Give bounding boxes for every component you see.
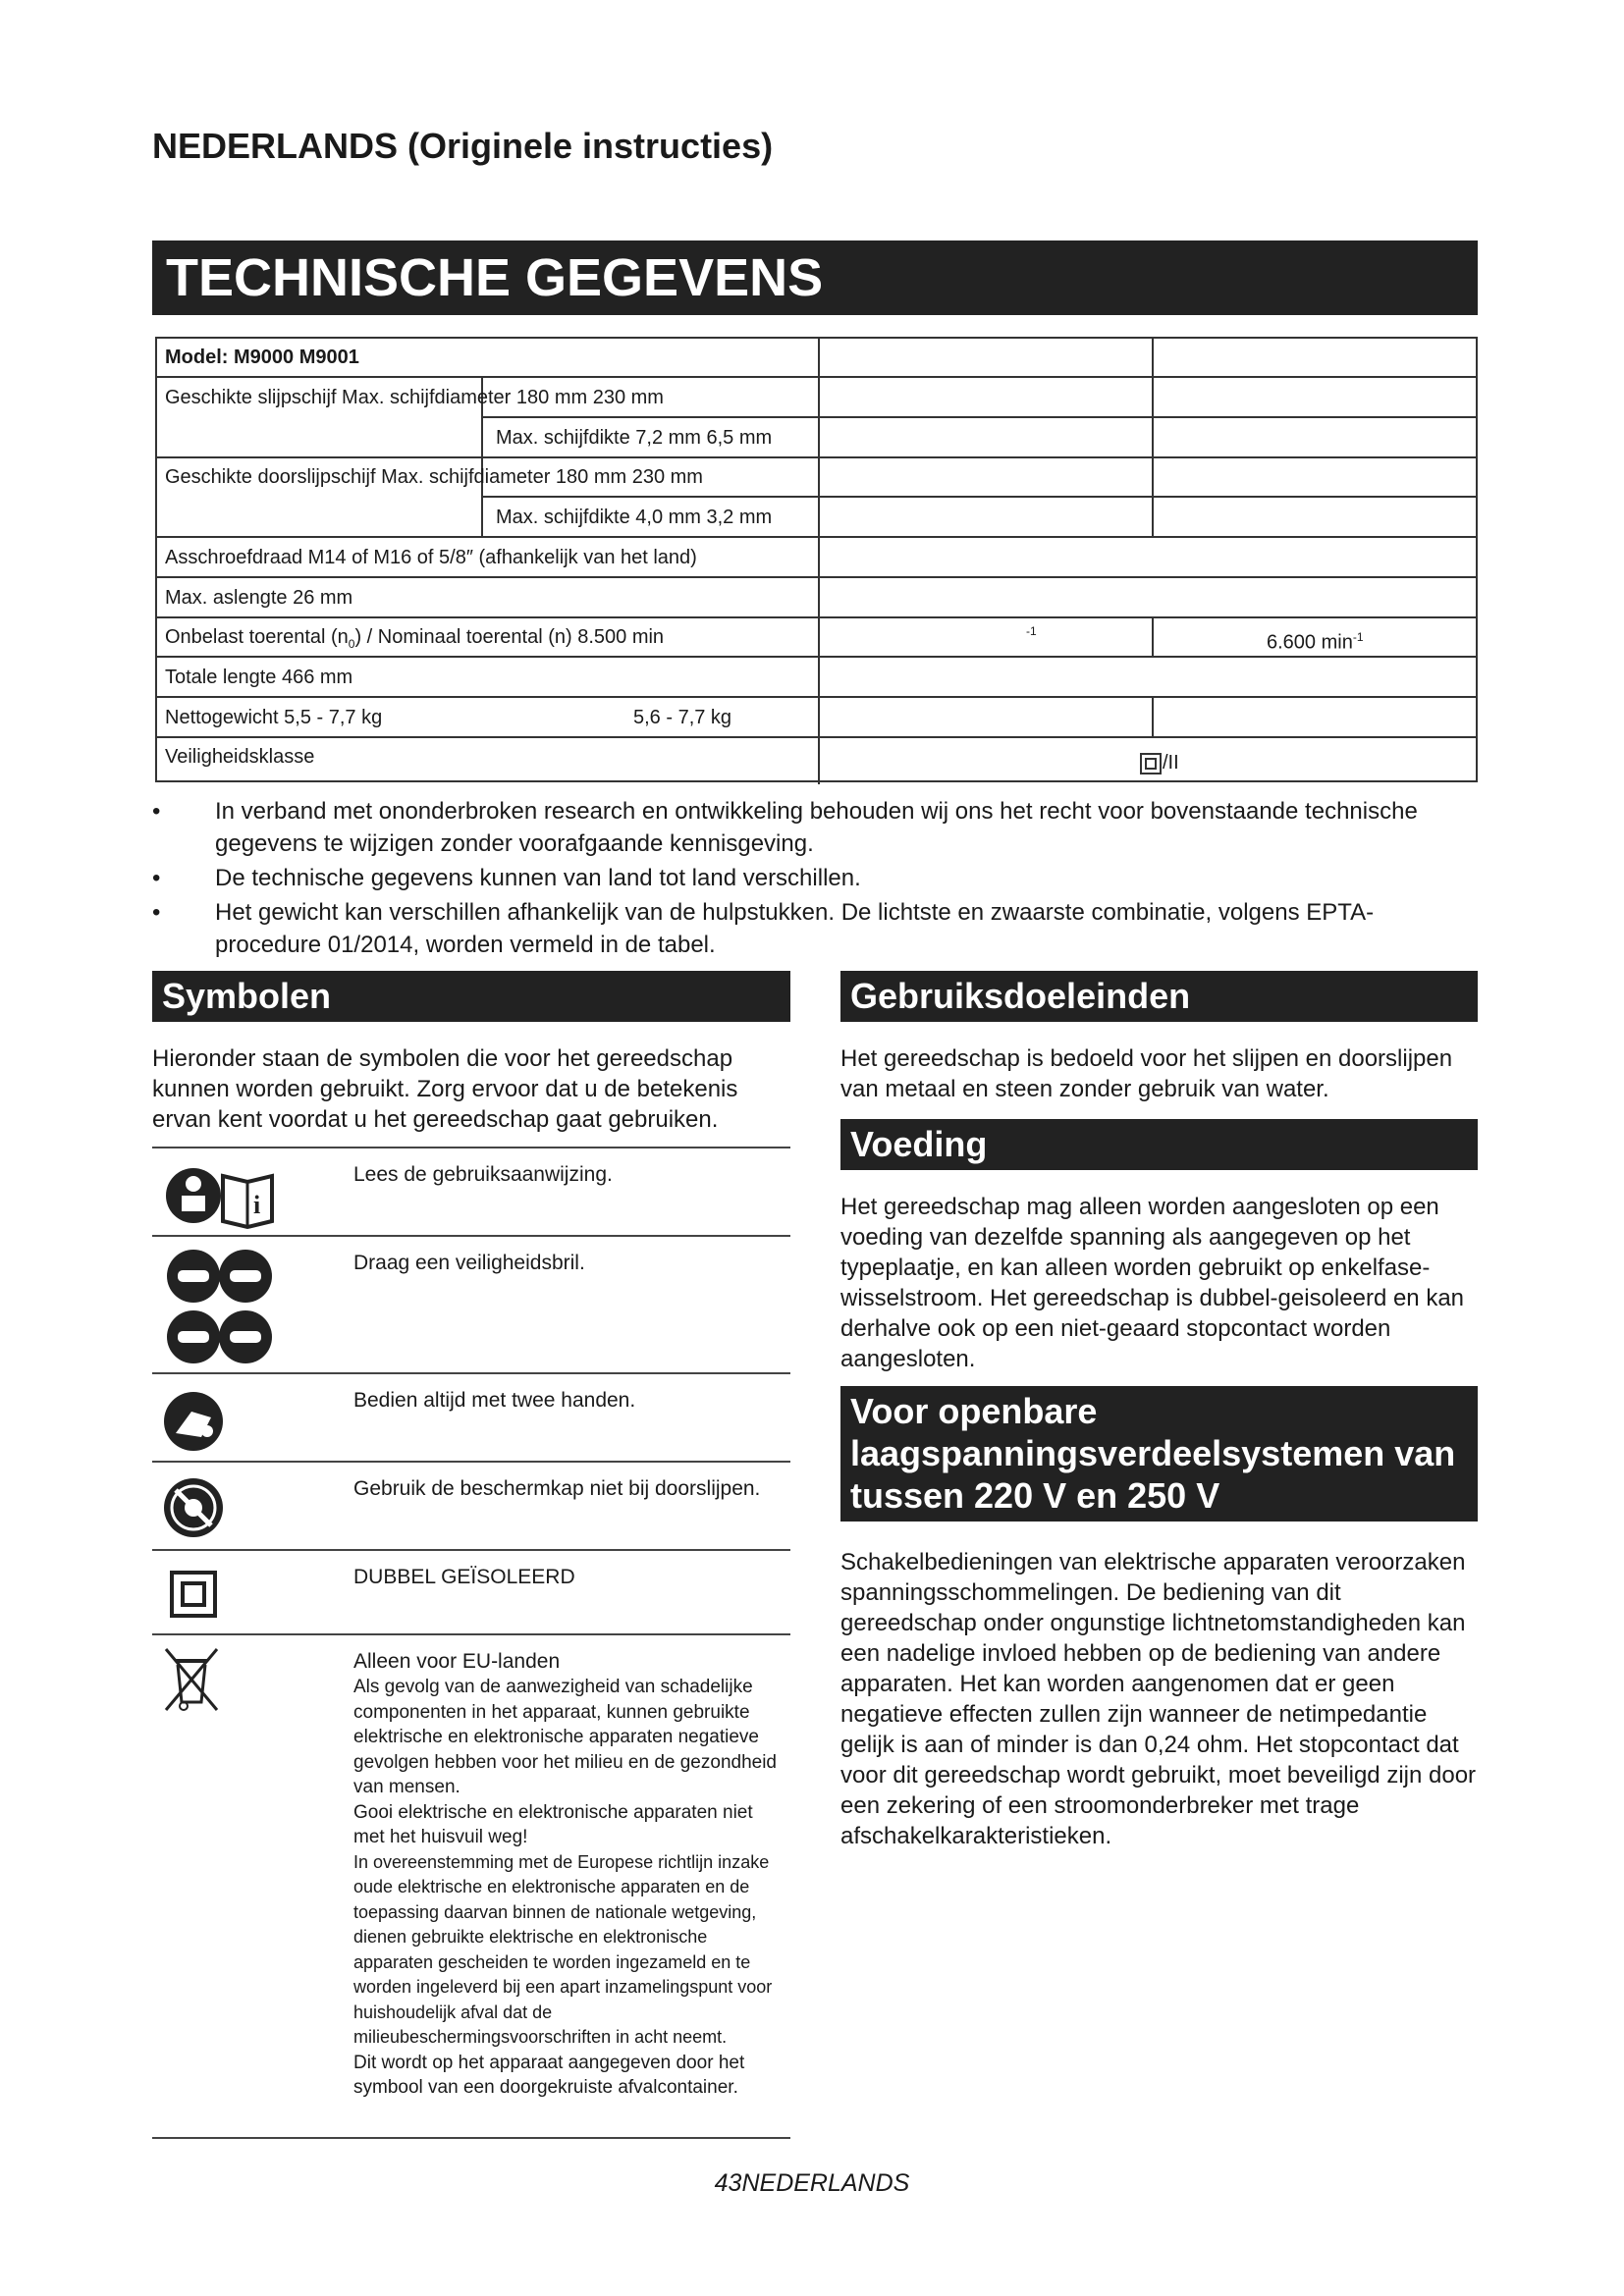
- weee-text: [353, 1649, 785, 2101]
- spec-spindle-length: Max. aslengte 26 mm: [165, 587, 353, 609]
- weee-title: Alleen voor EU-landen: [353, 1650, 561, 1673]
- page-language-header: NEDERLANDS (Originele instructies): [152, 126, 774, 166]
- double-insulation-icon: [1139, 752, 1163, 775]
- symbol-row: [152, 1147, 790, 1235]
- symbol-text: Gebruik de beschermkap niet bij doorslijpen.: [353, 1477, 761, 1500]
- spec-table: [155, 337, 1478, 782]
- spec-rated-speed: 6.600 $\min^{-1}$: [1267, 630, 1364, 654]
- symbol-row: [152, 1633, 790, 2139]
- symbol-row: [152, 1235, 790, 1372]
- svg-text:i: i: [253, 1191, 261, 1219]
- page-footer: 43NEDERLANDS: [714, 2169, 910, 2197]
- double-insulated-icon: [152, 1551, 349, 1633]
- spec-note: • Het gewicht kan verschillen afhankelijk van de hulpstukken. De lichtste en zwaarste combinatie, volgens EPTA-procedure 01/2014, worden vermeld in de tabel.: [152, 899, 1375, 958]
- spec-net-weight: Nettogewicht 5,5 - 7,7 kg: [165, 707, 383, 728]
- spec-safety-class: /II: [1139, 751, 1179, 775]
- spec-no-load-speed: Onbelast toerental $(n_0)$ / Nominaal toerental (n) 8.500 min: [165, 626, 665, 651]
- symbols-heading: Symbolen: [152, 971, 790, 1022]
- spec-spindle-thread: Asschroefdraad M14 of M16 of 5/8″ (afhankelijk van het land): [165, 547, 697, 568]
- spec-notes: [152, 795, 1478, 963]
- symbols-table: [152, 1147, 790, 2139]
- read-manual-icon: [152, 1148, 349, 1235]
- symbol-text: Lees de gebruiksaanwijzing.: [353, 1163, 613, 1186]
- no-guard-cutting-icon: [152, 1463, 349, 1549]
- crossed-bin-icon: [152, 1635, 349, 2137]
- symbol-text: Draag een veiligheidsbril.: [353, 1252, 585, 1274]
- symbol-row: [152, 1372, 790, 1461]
- symbols-intro: Hieronder staan de symbolen die voor het gereedschap kunnen worden gebruikt. Zorg ervoor dat u de betekenis ervan kent voordat u het gereedschap gaat gebruiken.: [152, 1045, 738, 1133]
- symbol-row: [152, 1461, 790, 1549]
- low-voltage-heading: Voor openbare laagspanningsverdeelsystemen van tussen 220 V en 250 V: [840, 1386, 1478, 1522]
- power-text: Het gereedschap mag alleen worden aangesloten op een voeding van dezelfde spanning als aangegeven op het typeplaatje, en kan alleen worden gebruikt op enkelfase-wisselstroom. Het gereedschap is dubbel-geisoleerd en kan derhalve ook op een niet-geaard stopcontact worden aangesloten.: [840, 1194, 1465, 1372]
- symbol-text: Bedien altijd met twee handen.: [353, 1389, 636, 1412]
- spec-cutting-disc: Geschikte doorslijpschijf Max. schijfdiameter 180 mm 230 mm: [165, 466, 703, 488]
- power-heading: Voeding: [840, 1119, 1478, 1170]
- weee-p1: Als gevolg van de aanwezigheid van schadelijke componenten in het apparaat, kunnen gebruikte elektrische en elektronische apparaten negatieve gevolgen hebben voor het milieu en de gezondheid van mensen.: [353, 1677, 777, 1797]
- spec-speed-exponent: -1: [1026, 624, 1037, 638]
- weee-p4: Dit wordt op het apparaat aangegeven door het symbool van een doorgekruiste afvalcontainer.: [353, 2052, 745, 2098]
- spec-note: • De technische gegevens kunnen van land tot land verschillen.: [152, 865, 861, 891]
- usage-heading: Gebruiksdoeleinden: [840, 971, 1478, 1022]
- tech-specs-title: TECHNISCHE GEGEVENS: [152, 240, 1478, 315]
- usage-text: Het gereedschap is bedoeld voor het slijpen en doorslijpen van metaal en steen zonder gebruik van water.: [840, 1045, 1453, 1102]
- spec-cutting-thickness: Max. schijfdikte 4,0 mm 3,2 mm: [496, 507, 773, 528]
- two-hands-icon: [152, 1374, 349, 1461]
- spec-grinding-thickness: Max. schijfdikte 7,2 mm 6,5 mm: [496, 427, 773, 449]
- spec-overall-length: Totale lengte 466 mm: [165, 667, 353, 688]
- spec-net-weight-2: 5,6 - 7,7 kg: [633, 707, 732, 728]
- spec-note: • In verband met ononderbroken research en ontwikkeling behouden wij ons het recht voor bovenstaande technische gegevens te wijzigen zonder voorafgaande kennisgeving.: [152, 798, 1418, 857]
- safety-glasses-icon: [152, 1237, 349, 1372]
- symbol-row: [152, 1549, 790, 1633]
- symbol-text: DUBBEL GEÏSOLEERD: [353, 1566, 575, 1588]
- weee-p2: Gooi elektrische en elektronische apparaten niet met het huisvuil weg!: [353, 1801, 753, 1847]
- spec-model: Model: M9000 M9001: [165, 347, 359, 368]
- weee-p3: In overeenstemming met de Europese richtlijn inzake oude elektrische en elektronische apparaten en de toepassing daarvan binnen de nationale wetgeving, dienen gebruikte elektrische en elektronische apparaten gescheiden te worden ingezameld en te worden ingeleverd bij een apart inzamelingspunt voor huishoudelijk afval dat de milieubeschermingsvoorschriften in acht neemt.: [353, 1851, 773, 2047]
- spec-grinding-disc: Geschikte slijpschijf Max. schijfdiameter 180 mm 230 mm: [165, 387, 664, 408]
- low-voltage-text: Schakelbedieningen van elektrische apparaten veroorzaken spanningsschommelingen. De bediening van dit gereedschap onder ongunstige lichtnetomstandigheden kan een nadelige invloed hebben op de bediening van andere apparaten. Het kan worden aangenomen dat er geen negatieve effecten zullen zijn wanneer de netimpedantie gelijk is aan of minder is dan 0,24 ohm. Het stopcontact dat voor dit gereedschap wordt gebruikt, moet beveiligd zijn door een zekering of een stroomonderbreker met trage afschakelkarakteristieken.: [840, 1549, 1477, 1849]
- spec-safety-label: Veiligheidsklasse: [165, 746, 315, 768]
